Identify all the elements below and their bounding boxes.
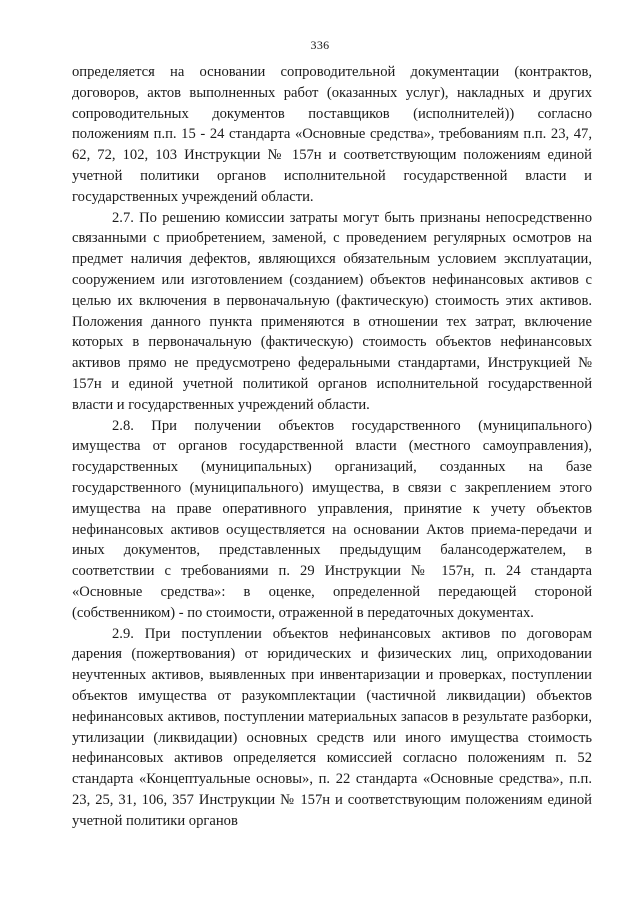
- paragraph-2-7: 2.7. По решению комиссии затраты могут быть признаны непосредственно связанными с приобретением, заменой, с проведением регулярных осмотров на предмет наличия дефектов, являющихся обязательным условием эксплуатации, сооружением или изготовлением (созданием) объектов нефинансовых активов с целью их включения в первоначальную (фактическую) стоимость этих активов. Положения данного пункта применяются в отношении тех затрат, включение которых в первоначальную (фактическую) стоимость объектов нефинансовых активов прямо не предусмотрено федеральными стандартами, Инструкцией № 157н и единой учетной политикой органов исполнительной государственной власти и государственных учреждений области.: [72, 209, 592, 413]
- page-number: 336: [310, 38, 330, 52]
- paragraph-continuation: определяется на основании сопроводительной документации (контрактов, договоров, актов выполненных работ (оказанных услуг), накладных и других сопроводительных документов поставщиков (исполнителей)) согласно положениям п.п. 15 - 24 стандарта «Основные средства», требованиям п.п. 23, 47, 62, 72, 102, 103 Инструкции № 157н и соответствующим положениям единой учетной политики органов исполнительной государственной власти и государственных учреждений области.: [72, 64, 592, 205]
- paragraph-2-8: 2.8. При получении объектов государственного (муниципального) имущества от органов государственной власти (местного самоуправления), государственных (муниципальных) организаций, созданных на базе государственного (муниципального) имущества, в связи с закреплением этого имущества на праве оперативного управления, принятие к учету объектов нефинансовых активов осуществляется на основании Актов приема-передачи и иных документов, представленных предыдущим балансодержателем, в соответствии с требованиями п. 29 Инструкции № 157н, п. 24 стандарта «Основные средства»: в оценке, определенной передающей стороной (собственником) - по стоимости, отраженной в передаточных документах.: [72, 417, 592, 621]
- document-body: [72, 62, 592, 831]
- paragraph-2-9: 2.9. При поступлении объектов нефинансовых активов по договорам дарения (пожертвования) от юридических и физических лиц, оприходовании неучтенных активов, выявленных при инвентаризации и проверках, поступлении объектов имущества от разукомплектации (частичной ликвидации) объектов нефинансовых активов, поступлении материальных запасов в результате разборки, утилизации (ликвидации) основных средств или иного имущества стоимость нефинансовых активов определяется комиссией согласно положениям п. 52 стандарта «Концептуальные основы», п. 22 стандарта «Основные средства», п.п. 23, 25, 31, 106, 357 Инструкции № 157н и соответствующим положениям единой учетной политики органов: [72, 625, 592, 829]
